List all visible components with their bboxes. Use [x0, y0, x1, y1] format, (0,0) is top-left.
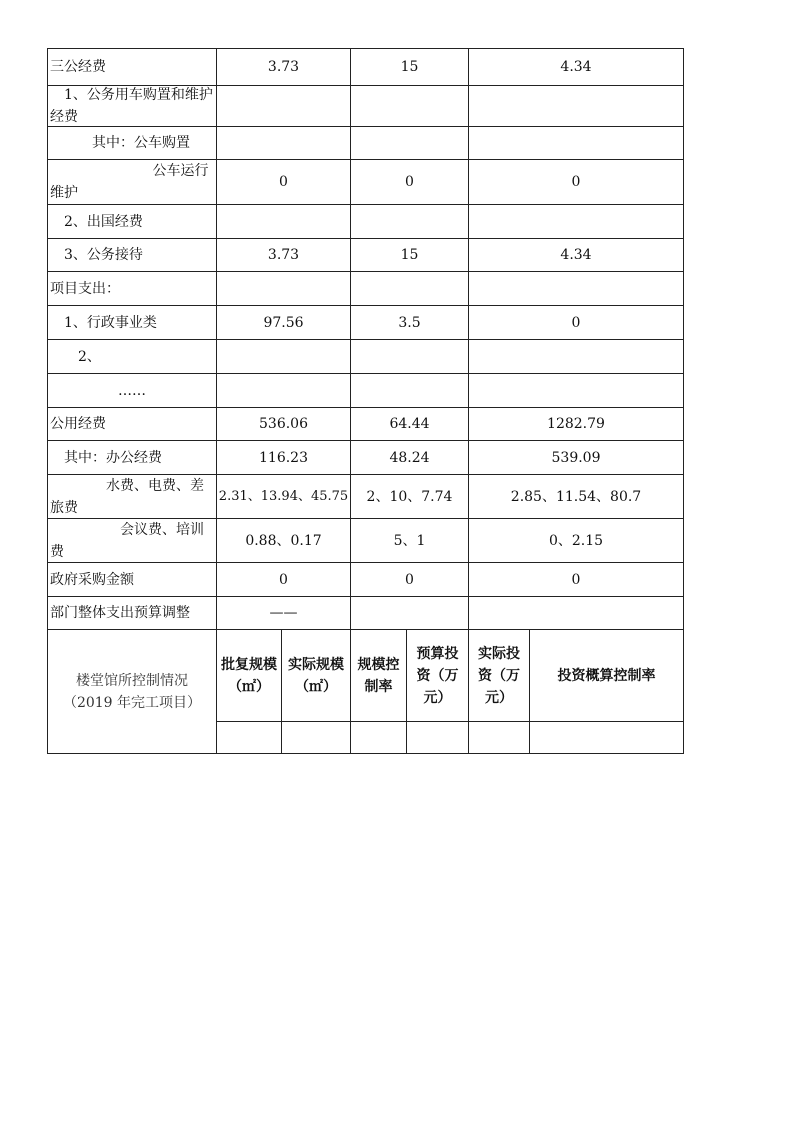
row-label: 1、行政事业类 [50, 314, 157, 331]
approved-scale-header: 批复规模（㎡） [221, 656, 277, 695]
row-label: 会议费、培训费 [50, 521, 204, 560]
building-label-line2: （2019 年完工项目） [62, 694, 202, 711]
row-value-3: 539.09 [551, 449, 601, 466]
row-value-1 [217, 272, 350, 305]
row-value-1 [217, 374, 350, 407]
row-value-2: 15 [400, 247, 419, 263]
building-label-line1: 楼堂馆所控制情况 [76, 672, 188, 689]
row-label: 2、 [50, 348, 101, 365]
row-value-2 [351, 374, 468, 407]
actual-investment-header: 实际投资（万元） [478, 645, 520, 706]
row-value-1: 0.88、0.17 [245, 532, 322, 549]
row-label: 公车运行维护 [50, 163, 209, 201]
row-value-1: 116.23 [259, 449, 308, 466]
row-value-2 [351, 86, 468, 126]
building-label [48, 630, 216, 753]
row-label: 1、公务用车购置和维护经费 [50, 87, 213, 125]
row-value-2: 5、1 [393, 532, 426, 549]
row-value-3 [469, 597, 683, 629]
row-value-2 [351, 127, 468, 159]
row-value-1 [217, 340, 350, 373]
row-value-2 [351, 597, 468, 629]
row-value-1: 3.73 [267, 247, 300, 263]
row-label: 3、公务接待 [50, 247, 143, 263]
row-value-2 [351, 340, 468, 373]
row-label: 公用经费 [50, 416, 106, 432]
row-value-2: 0 [405, 571, 414, 588]
row-value-2: 0 [405, 174, 414, 190]
row-value-1: 0 [279, 174, 288, 190]
row-label: …… [118, 382, 146, 399]
row-value-1 [217, 127, 350, 159]
row-label: 其中：公车购置 [50, 135, 190, 151]
row-value-3: 0、2.15 [548, 532, 604, 549]
row-label: 三公经费 [50, 59, 106, 75]
row-value-3: 1282.79 [547, 416, 605, 432]
row-value-2 [351, 272, 468, 305]
row-value-1: 0 [279, 571, 288, 588]
row-value-2: 3.5 [398, 314, 421, 331]
row-value-3 [469, 374, 683, 407]
row-value-2: 2、10、7.74 [366, 488, 453, 505]
row-value-2: 64.44 [389, 416, 430, 432]
row-value-3: 4.34 [560, 59, 592, 75]
row-label: 项目支出： [50, 280, 120, 297]
row-value-3 [469, 272, 683, 305]
row-value-1 [217, 205, 350, 238]
row-label: 水费、电费、差旅费 [50, 477, 204, 516]
row-value-3: 0 [571, 314, 581, 331]
scale-control-rate-header: 规模控制率 [357, 656, 400, 695]
row-value-3: 4.34 [560, 247, 592, 263]
row-value-1: 536.06 [259, 416, 308, 432]
row-value-3: 0 [571, 571, 581, 588]
row-value-1: —— [269, 605, 298, 621]
row-value-3 [469, 86, 683, 126]
row-value-3 [469, 205, 683, 238]
row-value-3 [469, 340, 683, 373]
row-value-1: 2.31、13.94、45.75 [218, 488, 349, 504]
row-value-3 [469, 127, 683, 159]
row-value-1: 3.73 [267, 59, 300, 75]
budget-investment-header: 预算投资（万元） [416, 645, 459, 706]
row-label: 2、出国经费 [50, 213, 143, 230]
row-value-1 [217, 86, 350, 126]
investment-control-rate-header: 投资概算控制率 [557, 667, 656, 684]
row-value-1: 97.56 [263, 314, 304, 331]
row-value-2 [351, 205, 468, 238]
row-value-3: 2.85、11.54、80.7 [510, 488, 642, 505]
row-label: 部门整体支出预算调整 [50, 605, 190, 621]
row-value-2: 48.24 [389, 449, 430, 466]
row-label: 政府采购金额 [50, 571, 134, 588]
row-value-2: 15 [400, 59, 419, 75]
row-value-3: 0 [571, 174, 581, 190]
row-label: 其中：办公经费 [50, 449, 162, 466]
actual-scale-header: 实际规模（㎡） [288, 656, 344, 695]
